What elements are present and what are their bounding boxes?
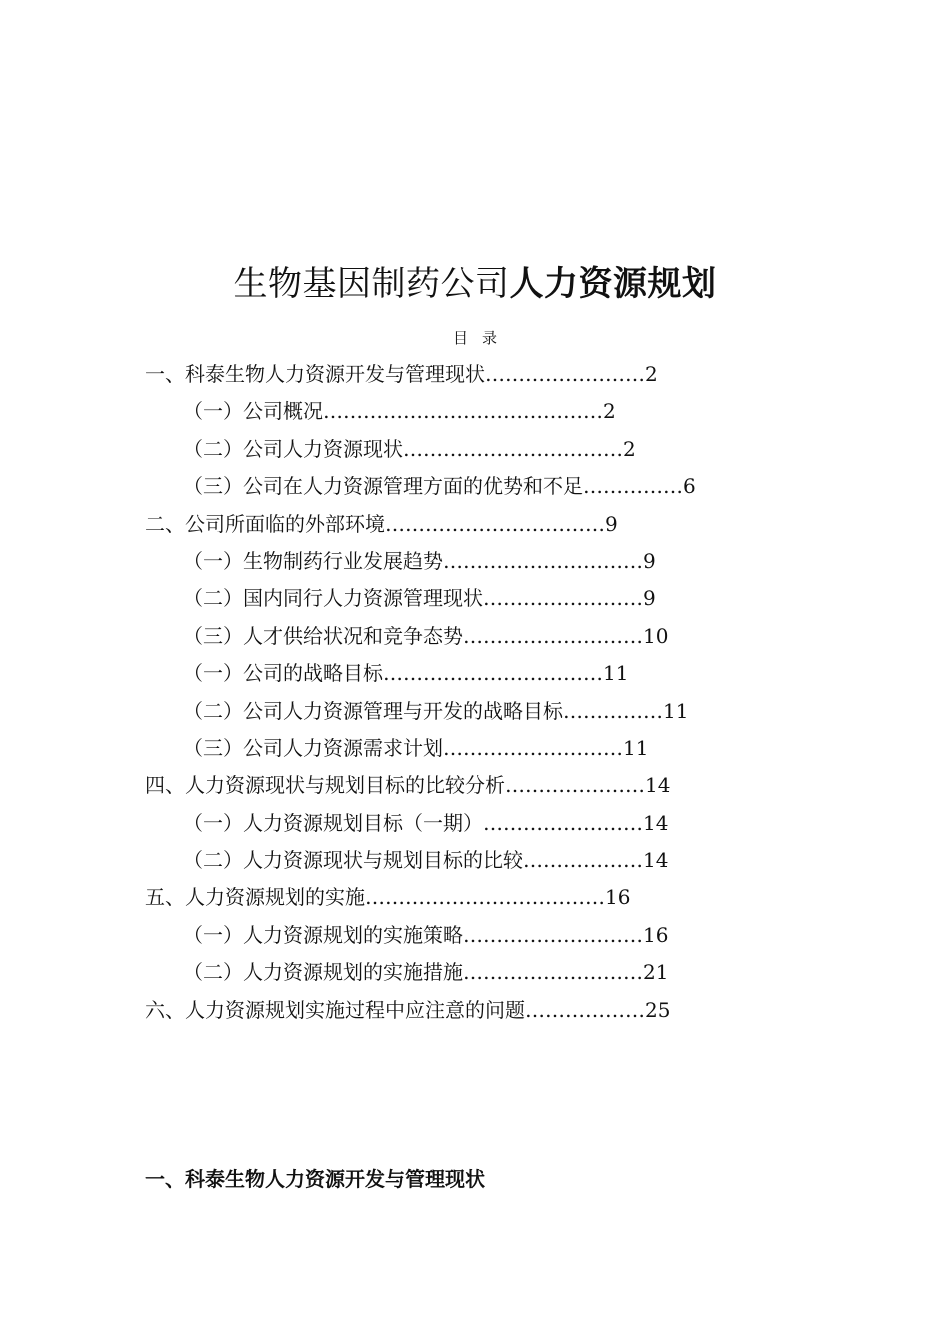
toc-entry-leader: …………………………………… [323,399,603,424]
toc-entry-leader: ……………………… [463,623,643,648]
toc-entry-leader: …………… [563,698,663,723]
toc-entry-title: 六、人力资源规划实施过程中应注意的问题 [145,997,525,1022]
toc-entry-leader: …………………… [483,810,643,835]
toc-entry[interactable] [145,655,785,692]
toc-entry[interactable] [145,805,785,842]
toc-entry-page-number: 9 [605,511,618,536]
toc-entry[interactable] [145,879,785,916]
toc-entry-leader: …………………………… [403,436,623,461]
toc-entry-page-number: 10 [643,623,669,648]
toc-entry[interactable] [145,393,785,430]
toc-entry[interactable] [145,693,785,730]
toc-entry-title: （三）人才供给状况和竞争态势 [183,623,463,648]
table-of-contents [145,356,785,1029]
toc-entry[interactable] [145,992,785,1029]
toc-entry-leader: ………………………… [443,548,643,573]
toc-entry-title: （二）国内同行人力资源管理现状 [183,586,483,611]
toc-entry[interactable] [145,618,785,655]
toc-entry[interactable] [145,506,785,543]
toc-entry-title: 五、人力资源规划的实施 [145,885,365,910]
toc-entry-page-number: 2 [603,399,616,424]
toc-entry-page-number: 14 [643,848,669,873]
toc-entry-title: （二）人力资源现状与规划目标的比较 [183,848,523,873]
toc-entry-title: 四、人力资源现状与规划目标的比较分析 [145,773,505,798]
toc-entry-title: 二、公司所面临的外部环境 [145,511,385,536]
toc-entry-page-number: 9 [643,586,656,611]
toc-entry-page-number: 16 [605,885,631,910]
toc-entry[interactable] [145,431,785,468]
toc-entry-leader: ……………… [523,848,643,873]
toc-entry[interactable] [145,356,785,393]
toc-entry-title: （三）公司人力资源需求计划 [183,735,443,760]
toc-entry-leader: …………… [583,474,683,499]
toc-entry[interactable] [145,543,785,580]
toc-entry-page-number: 11 [623,735,649,760]
toc-entry-leader: …………………………… [383,661,603,686]
toc-entry[interactable] [145,580,785,617]
toc-entry-page-number: 9 [643,548,656,573]
toc-entry-leader: ……………………… [443,735,623,760]
toc-entry-page-number: 6 [683,474,696,499]
toc-entry-page-number: 25 [645,997,671,1022]
toc-entry-title: （三）公司在人力资源管理方面的优势和不足 [183,474,583,499]
toc-entry-leader: …………………………… [385,511,605,536]
toc-entry-page-number: 14 [645,773,671,798]
toc-entry-title: 一、科泰生物人力资源开发与管理现状 [145,362,485,386]
toc-entry[interactable] [145,468,785,505]
toc-entry-page-number: 2 [623,436,636,461]
toc-entry[interactable] [145,842,785,879]
toc-entry-leader: ……………………………… [365,885,605,910]
toc-entry-page-number: 11 [663,698,689,723]
toc-entry-leader: ………………… [505,773,645,798]
toc-entry[interactable] [145,730,785,767]
toc-entry-page-number: 21 [643,960,669,985]
toc-entry-page-number: 16 [643,922,669,947]
toc-entry-title: （一）人力资源规划目标（一期） [183,810,483,835]
toc-entry-title: （一）公司概况 [183,399,323,424]
document-title-bold: 人力资源规划 [509,264,717,304]
toc-entry-title: （一）公司的战略目标 [183,661,383,686]
toc-entry-leader: …………………… [483,586,643,611]
toc-entry-page-number: 11 [603,661,629,686]
document-title [0,262,950,306]
document-title-normal: 生物基因制药公司 [233,264,510,304]
toc-heading: 目录 [452,329,511,347]
toc-entry-page-number: 14 [643,810,669,835]
toc-entry[interactable] [145,767,785,804]
toc-entry-title: （二）公司人力资源现状 [183,436,403,461]
toc-entry[interactable] [145,954,785,991]
toc-entry-title: （一）生物制药行业发展趋势 [183,548,443,573]
toc-entry-leader: …………………… [485,362,645,386]
toc-entry-leader: ……………………… [463,922,643,947]
toc-entry-title: （二）人力资源规划的实施措施 [183,960,463,985]
toc-entry-leader: ……………… [525,997,645,1022]
section-heading: 一、科泰生物人力资源开发与管理现状 [145,1167,485,1191]
toc-entry-title: （二）公司人力资源管理与开发的战略目标 [183,698,563,723]
toc-entry[interactable] [145,917,785,954]
toc-entry-page-number: 2 [645,362,658,386]
toc-entry-title: （一）人力资源规划的实施策略 [183,922,463,947]
toc-entry-leader: ……………………… [463,960,643,985]
